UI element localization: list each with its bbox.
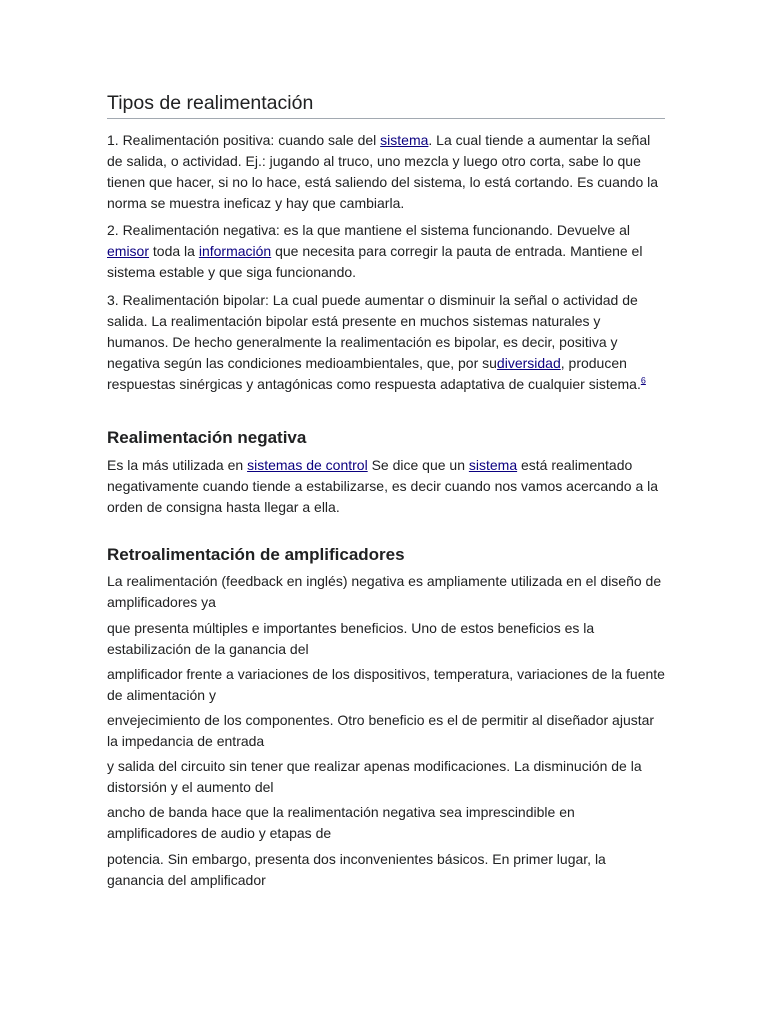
text-span: 3. Realimentación bipolar: La cual puede aumentar o disminuir la señal o actividad de salida. La realimentación bipolar está presente en muchos sistemas naturales y humanos. De hecho generalmente la realimentación es bipolar, es decir, positiva y negativa según las condiciones medioambientales, que, por su (107, 292, 638, 371)
text-span: 1. Realimentación positiva: cuando sale del (107, 132, 381, 148)
text-span: , producen respuestas sinérgicas y antagónicas como respuesta adaptativa de cualquier sistema. (107, 355, 641, 392)
paragraph-bipolar (107, 290, 665, 395)
paragraph-amplificadores-6: ancho de banda hace que la realimentación negativa sea imprescindible en amplificadores de audio y etapas de (107, 804, 575, 841)
reference-sup (641, 375, 646, 385)
text-span: . La cual tiende a aumentar la señal de salida, o actividad. Ej.: jugando al truco, uno mezcla y luego otro corta, sabe lo que tienen que hacer, si no lo hace, está saliendo del sistema, lo está cortando. Es cuando la norma se muestra ineficaz y hay que cambiarla. (107, 132, 659, 211)
link-sistemas-de-control[interactable]: sistemas de control (247, 457, 368, 473)
heading-retroalimentacion-amplificadores: Retroalimentación de amplificadores (107, 545, 405, 564)
text-span: Es la más utilizada en (107, 457, 248, 473)
link-emisor[interactable]: emisor (107, 243, 150, 259)
paragraph-amplificadores-3: amplificador frente a variaciones de los dispositivos, temperatura, variaciones de la fuente de alimentación y (107, 666, 665, 703)
link-sistema[interactable]: sistema (468, 457, 518, 473)
text-span: 2. Realimentación negativa: es la que mantiene el sistema funcionando. Devuelve al (107, 222, 630, 238)
section-heading-tipos: Tipos de realimentación (107, 92, 665, 119)
reference-link[interactable]: 6 (640, 375, 646, 386)
paragraph-amplificadores-5: y salida del circuito sin tener que realizar apenas modificaciones. La disminución de la distorsión y el aumento del (107, 758, 642, 795)
paragraph-amplificadores-1: La realimentación (feedback en inglés) negativa es ampliamente utilizada en el diseño de amplificadores ya (107, 573, 662, 610)
paragraph-amplificadores-2: que presenta múltiples e importantes beneficios. Uno de estos beneficios es la estabilización de la ganancia del (107, 620, 595, 657)
text-span: Se dice que un (367, 457, 469, 473)
link-sistema[interactable]: sistema (380, 132, 429, 148)
link-diversidad[interactable]: diversidad (496, 355, 561, 371)
heading-realimentacion-negativa: Realimentación negativa (107, 428, 307, 447)
paragraph-negativa-item (107, 220, 665, 283)
paragraph-realimentacion-negativa (107, 455, 665, 518)
text-span: está realimentado negativamente cuando tiende a estabilizarse, es decir cuando nos vamos acercando a la orden de consigna hasta llegar a ella. (107, 457, 659, 515)
paragraph-amplificadores-4: envejecimiento de los componentes. Otro beneficio es el de permitir al diseñador ajustar la impedancia de entrada (107, 712, 655, 749)
paragraph-positiva (107, 130, 665, 214)
link-informacion[interactable]: información (198, 243, 272, 259)
text-span: toda la (149, 243, 199, 259)
paragraph-amplificadores-7: potencia. Sin embargo, presenta dos inconvenientes básicos. En primer lugar, la ganancia del amplificador (107, 851, 606, 888)
text-span: que necesita para corregir la pauta de entrada. Mantiene el sistema estable y que siga funcionando. (107, 243, 643, 280)
